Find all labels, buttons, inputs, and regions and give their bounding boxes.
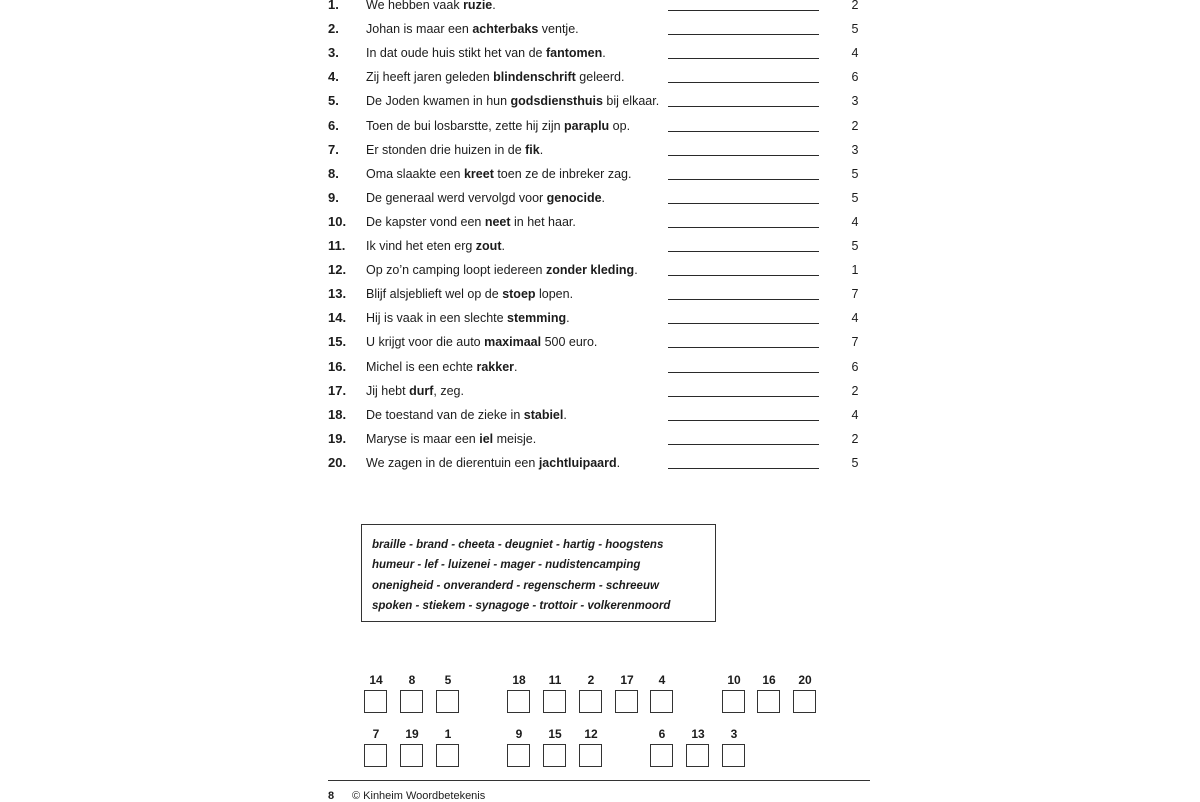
sentence-text: toen ze de inbreker zag.	[493, 166, 632, 181]
item-sentence	[366, 94, 686, 108]
exercise-row	[328, 22, 868, 46]
letter-box[interactable]	[615, 690, 638, 713]
letter-box[interactable]	[722, 744, 745, 767]
exercise-row	[328, 456, 868, 480]
answer-line[interactable]	[668, 468, 819, 469]
item-sentence	[366, 143, 686, 157]
target-word: fik	[525, 142, 540, 157]
item-sentence	[366, 22, 686, 36]
word-box	[361, 524, 716, 622]
letter-position: 2	[851, 0, 859, 12]
target-word: kreet	[463, 166, 494, 181]
puzzle-cell[interactable]	[542, 673, 568, 687]
sentence-text: De toestand van de zieke in	[366, 407, 524, 422]
item-number: 9.	[328, 189, 339, 205]
puzzle-cell[interactable]	[363, 727, 389, 741]
letter-position: 7	[851, 335, 859, 350]
target-word: ruzie	[463, 0, 493, 12]
exercise-row	[328, 360, 868, 384]
puzzle-cell[interactable]	[363, 673, 389, 687]
puzzle-cell[interactable]	[792, 673, 818, 687]
answer-line[interactable]	[668, 372, 819, 373]
sentence-text: in het haar.	[510, 214, 576, 229]
target-word: fantomen	[545, 46, 603, 61]
puzzle-cell-number: 4	[658, 673, 666, 687]
exercise-row	[328, 287, 868, 311]
sentence-text: meisje.	[493, 431, 537, 446]
item-number: 20.	[328, 454, 347, 470]
sentence-text: Blijf alsjeblieft wel op de	[366, 287, 503, 302]
puzzle-cell-number: 18	[512, 673, 526, 687]
item-sentence	[366, 70, 686, 84]
puzzle-cell[interactable]	[756, 673, 782, 687]
sentence-text: .	[616, 455, 621, 470]
exercise-row	[328, 384, 868, 408]
puzzle-cell[interactable]	[685, 727, 711, 741]
target-word: zout	[475, 239, 502, 253]
item-number: 11.	[328, 238, 346, 253]
answer-line[interactable]	[668, 34, 819, 35]
letter-position: 5	[851, 166, 859, 181]
target-word: godsdiensthuis	[510, 94, 603, 109]
item-number: 18.	[328, 406, 347, 422]
sentence-text: In dat oude huis stikt het van de	[366, 46, 546, 61]
exercise-row	[328, 70, 868, 94]
answer-line[interactable]	[668, 82, 819, 83]
puzzle-cell[interactable]	[399, 673, 425, 687]
item-sentence	[366, 432, 686, 446]
item-sentence	[366, 408, 686, 422]
letter-position: 3	[851, 142, 859, 157]
letter-box[interactable]	[722, 690, 745, 713]
item-number: 1.	[328, 0, 339, 12]
letter-position: 2	[851, 118, 859, 133]
exercise-row	[328, 335, 868, 359]
letter-box[interactable]	[579, 690, 602, 713]
letter-position: 4	[851, 214, 859, 229]
sentence-text: We zagen in de dierentuin een	[366, 455, 539, 470]
answer-line[interactable]	[668, 323, 819, 324]
puzzle-cell-number: 19	[405, 727, 419, 741]
sentence-text: , zeg.	[433, 383, 464, 398]
letter-box[interactable]	[507, 690, 530, 713]
answer-line[interactable]	[668, 444, 819, 445]
item-sentence	[366, 46, 686, 60]
sentence-text: geleerd.	[575, 70, 625, 85]
letter-box[interactable]	[543, 690, 566, 713]
puzzle-cell[interactable]	[506, 673, 532, 687]
puzzle-cell[interactable]	[578, 673, 604, 687]
puzzle-cell-number: 14	[369, 673, 383, 687]
puzzle-cell-number: 1	[444, 727, 452, 741]
item-number: 17.	[328, 382, 347, 398]
item-number: 2.	[328, 21, 339, 37]
sentence-text: De generaal werd vervolgd voor	[366, 190, 547, 205]
item-number: 6.	[328, 117, 339, 133]
sentence-text: lopen.	[535, 287, 574, 302]
letter-box[interactable]	[400, 744, 423, 767]
sentence-text: Toen de bui losbarstte, zette hij zijn	[366, 118, 565, 133]
puzzle-cell-number: 2	[587, 673, 595, 687]
sentence-text: .	[514, 359, 518, 374]
exercise-row	[328, 143, 868, 167]
word-line: onenigheid - onveranderd - regenscherm - schreeuw	[372, 579, 659, 592]
sentence-text: bij elkaar.	[602, 94, 660, 109]
exercise-row	[328, 94, 868, 118]
sentence-text: De kapster vond een	[366, 214, 485, 229]
target-word: iel	[479, 431, 494, 446]
answer-line[interactable]	[668, 299, 819, 300]
sentence-text: Zij heeft jaren geleden	[366, 70, 494, 85]
target-word: achterbaks	[472, 22, 539, 37]
exercise-row	[328, 432, 868, 456]
letter-box[interactable]	[757, 690, 780, 713]
letter-position: 4	[851, 311, 859, 326]
letter-position: 4	[851, 407, 859, 422]
item-number: 14.	[328, 310, 347, 326]
item-sentence	[366, 167, 686, 181]
answer-line[interactable]	[668, 203, 819, 204]
exercise-row	[328, 191, 868, 215]
puzzle-cell[interactable]	[721, 673, 747, 687]
answer-line[interactable]	[668, 396, 819, 397]
sentence-text: .	[563, 407, 567, 422]
item-sentence	[366, 191, 686, 205]
letter-position: 5	[851, 239, 859, 253]
target-word: durf	[409, 383, 434, 398]
puzzle-cell[interactable]	[649, 727, 675, 741]
sentence-text: Johan is maar een	[366, 22, 473, 37]
puzzle-cell[interactable]	[506, 727, 532, 741]
sentence-text: Er stonden drie huizen in de	[366, 142, 526, 157]
answer-line[interactable]	[668, 106, 819, 107]
puzzle-cell-number: 11	[548, 673, 562, 687]
sentence-text: .	[602, 46, 606, 61]
item-number: 7.	[328, 141, 339, 157]
exercise-row	[328, 46, 868, 70]
answer-line[interactable]	[668, 179, 819, 180]
exercise-row	[328, 408, 868, 432]
sentence-text: .	[601, 190, 606, 205]
letter-position: 6	[851, 359, 859, 374]
letter-box[interactable]	[793, 690, 816, 713]
item-sentence	[366, 335, 686, 349]
letter-position: 7	[851, 287, 859, 302]
sentence-text: U krijgt voor die auto	[366, 335, 485, 350]
letter-box[interactable]	[650, 744, 673, 767]
sentence-text: .	[566, 311, 570, 326]
exercise-row	[328, 239, 868, 263]
exercise-row	[328, 311, 868, 335]
target-word: maximaal	[484, 335, 542, 350]
letter-box[interactable]	[364, 690, 387, 713]
puzzle-cell[interactable]	[614, 673, 640, 687]
exercise-row	[328, 263, 868, 287]
letter-position: 6	[851, 70, 859, 85]
puzzle-cell-number: 8	[408, 673, 416, 687]
puzzle-cell-number: 15	[548, 727, 562, 741]
answer-line[interactable]	[668, 131, 819, 132]
letter-box[interactable]	[579, 744, 602, 767]
answer-line[interactable]	[668, 155, 819, 156]
target-word: genocide	[546, 190, 602, 205]
letter-position: 1	[851, 263, 859, 278]
puzzle-cell[interactable]	[578, 727, 604, 741]
letter-box[interactable]	[543, 744, 566, 767]
letter-box[interactable]	[650, 690, 673, 713]
exercise-row	[328, 0, 868, 22]
sentence-text: Ik vind het eten erg	[366, 239, 476, 253]
copyright-text: © Kinheim Woordbetekenis	[352, 790, 486, 802]
target-word: stoep	[502, 287, 536, 302]
footer-divider	[328, 780, 870, 781]
sentence-text: .	[539, 142, 544, 157]
word-line: humeur - lef - luizenei - mager - nudistencamping	[372, 559, 641, 572]
exercise-row	[328, 215, 868, 239]
letter-position: 5	[851, 190, 859, 205]
item-number: 8.	[328, 165, 339, 181]
item-sentence	[366, 263, 686, 277]
sentence-text: Oma slaakte een	[366, 166, 464, 181]
item-sentence	[366, 384, 686, 398]
letter-box[interactable]	[436, 744, 459, 767]
sentence-text: Jij hebt	[366, 383, 410, 398]
sentence-text: Op zo’n camping loopt iedereen	[366, 263, 546, 278]
sentence-text: ventje.	[538, 22, 579, 37]
letter-box[interactable]	[436, 690, 459, 713]
puzzle-cell-number: 17	[620, 673, 634, 687]
item-sentence	[366, 287, 686, 301]
target-word: stabiel	[523, 407, 564, 422]
item-sentence	[366, 119, 686, 133]
target-word: paraplu	[564, 118, 610, 133]
item-number: 16.	[328, 358, 347, 374]
letter-position: 2	[851, 431, 859, 446]
puzzle-cell-number: 16	[762, 673, 776, 687]
puzzle-cell[interactable]	[649, 673, 675, 687]
sentence-text: .	[492, 0, 496, 12]
puzzle-cell-number: 13	[691, 727, 705, 741]
letter-position: 3	[851, 94, 859, 109]
letter-position: 4	[851, 46, 859, 61]
exercise-row	[328, 167, 868, 191]
target-word: zonder kleding	[545, 263, 635, 278]
sentence-text: .	[501, 239, 505, 253]
letter-box[interactable]	[400, 690, 423, 713]
sentence-text: 500 euro.	[541, 335, 598, 350]
target-word: neet	[484, 214, 511, 229]
target-word: rakker	[476, 359, 515, 374]
puzzle-cell[interactable]	[435, 673, 461, 687]
puzzle-cell[interactable]	[542, 727, 568, 741]
item-number: 15.	[328, 334, 347, 350]
answer-line[interactable]	[668, 10, 819, 11]
sentence-text: Michel is een echte	[366, 359, 477, 374]
word-line: spoken - stiekem - synagoge - trottoir - volkerenmoord	[372, 600, 671, 613]
puzzle-cell[interactable]	[399, 727, 425, 741]
letter-position: 2	[851, 383, 859, 398]
answer-line[interactable]	[668, 275, 819, 276]
puzzle-cell-number: 6	[658, 727, 666, 741]
puzzle-cell-number: 10	[727, 673, 741, 687]
item-number: 12.	[328, 262, 347, 278]
item-sentence	[366, 311, 686, 325]
letter-box[interactable]	[686, 744, 709, 767]
sentence-text: .	[634, 263, 638, 278]
item-number: 13.	[328, 286, 347, 302]
answer-line[interactable]	[668, 251, 819, 252]
sentence-text: We hebben vaak	[366, 0, 464, 12]
puzzle-cell-number: 12	[584, 727, 598, 741]
target-word: jachtluipaard	[538, 455, 617, 470]
item-sentence	[366, 360, 686, 374]
sentence-text: De Joden kwamen in hun	[366, 94, 511, 109]
puzzle-cell-number: 3	[730, 727, 738, 741]
answer-line[interactable]	[668, 347, 819, 348]
item-sentence	[366, 0, 686, 12]
answer-line[interactable]	[668, 420, 819, 421]
answer-line[interactable]	[668, 227, 819, 228]
item-sentence	[366, 456, 686, 470]
item-number: 19.	[328, 430, 347, 446]
answer-line[interactable]	[668, 58, 819, 59]
item-sentence	[366, 215, 686, 229]
exercise-row	[328, 119, 868, 143]
word-line: braille - brand - cheeta - deugniet - hartig - hoogstens	[372, 539, 664, 551]
letter-box[interactable]	[364, 744, 387, 767]
sentence-text: op.	[609, 118, 631, 133]
puzzle-cell[interactable]	[435, 727, 461, 741]
puzzle-cell-number: 5	[444, 673, 452, 687]
sentence-text: Hij is vaak in een slechte	[366, 311, 508, 326]
letter-position: 5	[851, 22, 859, 37]
item-number: 3.	[328, 45, 339, 61]
letter-position: 5	[851, 455, 859, 470]
puzzle-cell-number: 7	[372, 727, 380, 741]
letter-box[interactable]	[507, 744, 530, 767]
puzzle-cell[interactable]	[721, 727, 747, 741]
item-number: 4.	[328, 69, 339, 85]
target-word: stemming	[507, 311, 567, 326]
puzzle-cell-number: 9	[515, 727, 523, 741]
sentence-text: Maryse is maar een	[366, 431, 480, 446]
item-sentence	[366, 239, 686, 253]
item-number: 5.	[328, 93, 339, 109]
target-word: blindenschrift	[493, 70, 576, 85]
puzzle-cell-number: 20	[798, 673, 812, 687]
page-number: 8	[328, 790, 335, 802]
item-number: 10.	[328, 213, 347, 229]
